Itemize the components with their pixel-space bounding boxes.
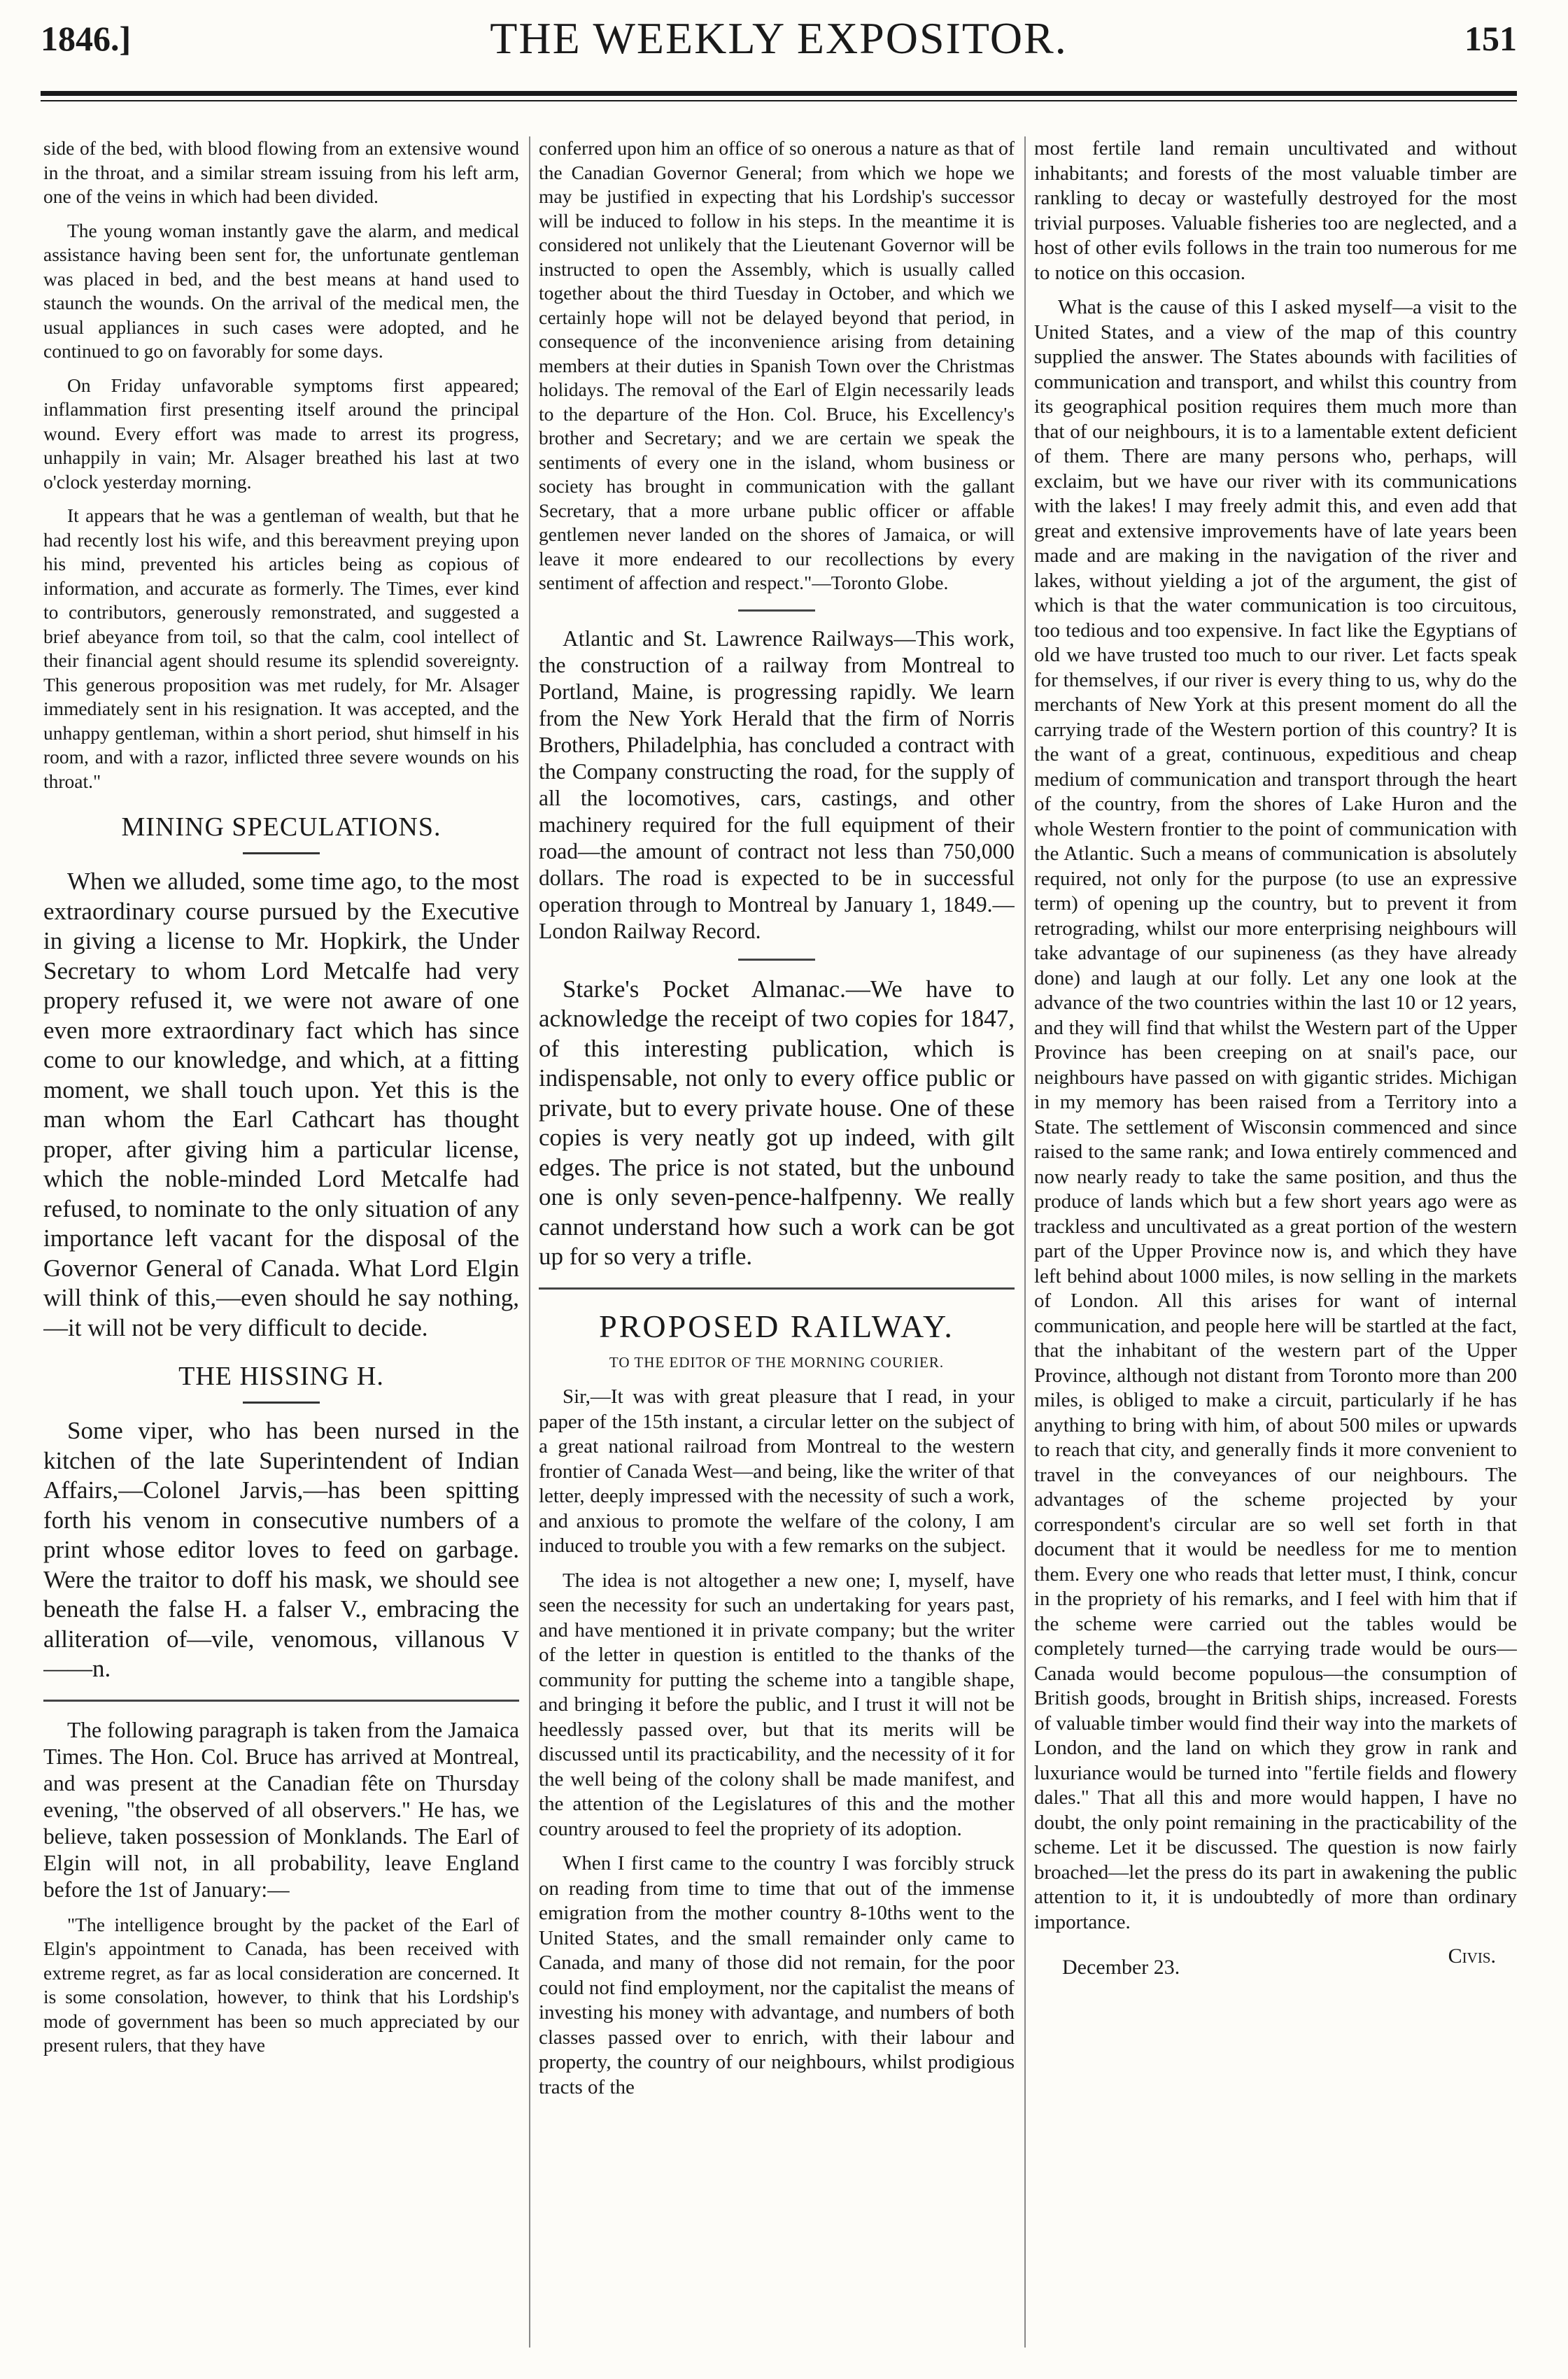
letter-paragraph: Sir,—It was with great pleasure that I read, in your paper of the 15th instant, a circular letter on the subject of a great national railroad from Montreal to the western frontier of Canada West—and being, like the writer of that letter, deeply impressed with the necessity of such a work, and anxious to promote the welfare of the colony, I am induced to trouble you with a few remarks on the subject. xyxy=(539,1385,1015,1557)
header-rule-thin xyxy=(41,100,1517,101)
section-heading: THE HISSING H. xyxy=(178,1362,384,1391)
header-rule-thick xyxy=(41,91,1517,96)
article-separator xyxy=(738,959,815,961)
column-divider xyxy=(529,136,530,2348)
article-paragraph: On Friday unfavorable symptoms first appeared; inflammation first presenting itself around the principal wound. Every effort was made to arrest its progress, unhappily in vain; Mr. Alsager breathed his last at two o'clock yesterday morning. xyxy=(43,374,519,493)
article-paragraph: The following paragraph is taken from the Jamaica Times. The Hon. Col. Bruce has arrived at Montreal, and was present at the Canadian fête on Thursday evening, "the observed of all observers." He has, we believe, taken possession of Monklands. The Earl of Elgin will not, in all probability, leave England before the 1st of January:— xyxy=(43,1717,519,1902)
article-paragraph: side of the bed, with blood flowing from an extensive wound in the throat, and a similar stream issuing from his left arm, one of the veins in which had been divided. xyxy=(43,137,519,207)
article-separator xyxy=(43,1700,519,1702)
heading-rule xyxy=(243,1402,320,1404)
letter-paragraph: The idea is not altogether a new one; I, myself, have seen the necessity for such an undertaking for years past, and have mentioned it in private company; but the writer of the letter in question is entitled to the thanks of the community for putting the scheme into a tangible shape, and bringing it before the public, and I trust it will not be heedlessly passed over, but that its merits will be discussed until its practicability, and the necessity of it for the well being of the colony shall be made manifest, and the attention of the Legislatures of this and the mother country aroused to feel the propriety of its adoption. xyxy=(539,1569,1015,1840)
article-separator xyxy=(738,609,815,612)
heading-rule xyxy=(243,852,320,854)
letter-addressee: TO THE EDITOR OF THE MORNING COURIER. xyxy=(609,1353,945,1371)
page-number: 151 xyxy=(1464,19,1517,58)
masthead-title: THE WEEKLY EXPOSITOR. xyxy=(490,13,1068,63)
article-paragraph: The young woman instantly gave the alarm, and medical assistance having been sent for, the unfortunate gentleman was placed in bed, and the best means at hand used to staunch the wounds. On the arrival of the medical men, the usual appliances in such cases were adopted, and he continued to go on favorably for some days. xyxy=(43,219,519,362)
letter-paragraph: What is the cause of this I asked myself—a visit to the United States, and a view of the map of this country supplied the answer. The States abounds with facilities of communication and transport, and whilst this country from its geographical position requires them much more than that of our neighbours, it is to a lamentable extent deficient of them. There are many persons who, perhaps, will exclaim, but we have our river with its communications with the lakes! I may freely admit this, and even add that great and extensive improvements have of late years been made and are making in the navigation of the river and lakes, without yielding a jot of the argument, the gist of which is that the water communication is too circuitous, too tedious and too expensive. In fact like the Egyptians of old we have trusted too much to our river. Let facts speak for themselves, if our river is every thing to us, why do the merchants of New York at this present moment do all the carrying trade of the Western portion of this country? It is the want of a great, continuous, expeditious and cheap medium of communication and transport through the heart of the country, from the shores of Lake Huron and the whole Western frontier to the point of communication with the Atlantic. Such a means of communication is absolutely required, not only for the purpose (to use an expressive term) of opening up the country, but to prevent it from retrograding, whilst our more enterprising neighbours will take advantage of our supineness (as they have already done) and laugh at our folly. Let any one look at the advance of the two countries within the last 10 or 12 years, and they will find that whilst the Western part of the Upper Province has been creeping on at snail's pace, our neighbours have passed on with gigantic strides. Michigan in my memory has been raised from a Territory into a State. The settlement of Wisconsin commenced and since raised to the same rank; and Iowa entirely commenced and now nearly ready to take the same position, and thus the produce of lands which but a few short years ago were as trackless and uncultivated as a great portion of the western part of the Upper Province now is, and which they have left behind about 1000 miles, is now selling in the markets of London. All this arises for want of internal communication, and people here will be startled at the fact, that the inhabitant of the western part of the Upper Province, although not distant from Toronto more than 200 miles, is obliged to make a circuit, particularly if he has anything to bring with him, of about 500 miles or upwards to reach that city, and generally finds it more convenient to travel in the conveyances of our neighbours. The advantages of the scheme projected by your correspondent's circular are so well set forth in that document that it would be needless for me to mention them. Every one who reads that letter must, I think, concur in the propriety of his remarks, and I feel with him that if the scheme were carried out the tables would be completely turned—the carrying trade would be ours—Canada would become populous—the consumption of British goods, brought in British ships, increased. Forests of valuable timber would find their way into the markets of London, and the land on which they grow in rank and luxuriance would be turned into "fertile fields and flowery dales." That all this and more would happen, I have no doubt, the only point remaining in the practicability of the scheme. Let it be discussed. The question is now fairly broached—let the press do its part in awakening the public attention to it, it is undoubtedly of more than ordinary importance. xyxy=(1034,296,1517,1933)
article-separator xyxy=(539,1287,1015,1290)
page-header xyxy=(41,13,1517,97)
column-3 xyxy=(1034,136,1517,2348)
column-2 xyxy=(539,136,1015,2348)
section-heading: MINING SPECULATIONS. xyxy=(121,812,442,842)
header-year: 1846.] xyxy=(41,19,132,58)
article-paragraph: conferred upon him an office of so onerous a nature as that of the Canadian Governor General; from which we hope we may be justified in expecting that his Lordship's successor will be induced to follow in his steps. In the meantime it is considered not unlikely that the Lieutenant Governor will be instructed to open the Assembly, which is usually called together about the third Tuesday in October, and which we certainly hope will not be delayed beyond that period, in consequence of the inconvenience arising from detaining members at their duties in Spanish Town over the Christmas holidays. The removal of the Earl of Elgin necessarily leads to the departure of the Hon. Col. Bruce, his Excellency's brother and Secretary; and we are certain we speak the sentiments of every one in the island, whom business or society has brought in communication with the gallant Secretary, that a more urbane public officer or affable gentlemen never landed on the shores of Jamaica, or will leave it more endeared to our recollections by every sentiment of affection and respect."—Toronto Globe. xyxy=(539,137,1015,593)
article-paragraph: When we alluded, some time ago, to the most extraordinary course pursued by the Executive in giving a license to Mr. Hopkirk, the Under Secretary to whom Lord Metcalfe had very propery refused it, we were not aware of one even more extraordinary fact which has since come to our knowledge, and which, at a fitting moment, we shall touch upon. Yet this is the man whom the Earl Cathcart has thought proper, after giving him a particular license, which the noble-minded Lord Metcalfe had refused, to nominate to the only situation of any importance left vacant for the disposal of the Governor General of Canada. What Lord Elgin will think of this,—even should he say nothing,—it will not be very difficult to decide. xyxy=(43,868,519,1341)
letter-paragraph: most fertile land remain uncultivated and without inhabitants; and forests of the most valuable timber are rankling to decay or wastefully destroyed for the most trivial purposes. Valuable fisheries too are neglected, and a host of other evils follows in the train too numerous for me to notice on this occasion. xyxy=(1034,137,1517,284)
article-paragraph: Starke's Pocket Almanac.—We have to acknowledge the receipt of two copies for 1847, of this interesting publication, which is indispensable, not only to every office public or private, but to every private house. One of these copies is very neatly got up indeed, with gilt edges. The price is not stated, but the unbound one is only seven-pence-halfpenny. We really cannot understand how such a work can be got up for so very a trifle. xyxy=(539,975,1015,1270)
quoted-paragraph: "The intelligence brought by the packet of the Earl of Elgin's appointment to Canada, has been received with extreme regret, as far as local consideration are concerned. It is some consolation, however, to think that his Lordship's mode of government has been so much appreciated by our present rulers, that they have xyxy=(43,1913,519,2056)
article-paragraph: Some viper, who has been nursed in the kitchen of the late Superintendent of Indian Affairs,—Colonel Jarvis,—has been spitting forth his venom in consecutive numbers of a print whose editor loves to feed on garbage. Were the traitor to doff his mask, we should see beneath the false H. a falser V., embracing the alliteration of—vile, venomous, villanous V——n. xyxy=(43,1417,519,1682)
letter-signature-block xyxy=(1034,1944,1517,1979)
column-divider xyxy=(1024,136,1026,2348)
article-paragraph: It appears that he was a gentleman of wealth, but that he had recently lost his wife, and this bereavment preying upon his mind, prevented his articles being as copious of information, and accurate as formerly. The Times, ever kind to contributors, generously remonstrated, and suggested a brief abeyance from toil, so that the calm, cool intellect of their financial agent should resume its splendid sovereignty. This generous proposition was met rudely, for Mr. Alsager immediately sent in his resignation. It was accepted, and the unhappy gentleman, within a short period, shut himself in his room, and with a razor, inflicted three severe wounds on his throat." xyxy=(43,504,519,792)
letter-paragraph: When I first came to the country I was forcibly struck on reading from time to time that out of the immense emigration from the mother country 8-10ths went to the United States, and the small remainder only came to Canada, and many of those did not remain, for the poor could not find employment, nor the capitalist the means of investing his money with advantage, and numbers of both classes passed over to enrich, with their labour and property, the country of our neighbours, whilst prodigious tracts of the xyxy=(539,1852,1015,2098)
section-heading: PROPOSED RAILWAY. xyxy=(599,1308,954,1344)
letter-signature: Civis. xyxy=(1448,1944,1496,1968)
letter-date: December 23. xyxy=(1062,1956,1180,1979)
article-paragraph: Atlantic and St. Lawrence Railways—This work, the construction of a railway from Montreal to Portland, Maine, is progressing rapidly. We learn from the New York Herald that the firm of Norris Brothers, Philadelphia, has concluded a contract with the Company constructing the road, for the supply of all the locomotives, cars, castings, and other machinery required for the full equipment of their road—the amount of contract not less than 750,000 dollars. The road is expected to be in successful operation through to Montreal by January 1, 1849.—London Railway Record. xyxy=(539,626,1015,943)
column-1 xyxy=(43,136,519,2348)
